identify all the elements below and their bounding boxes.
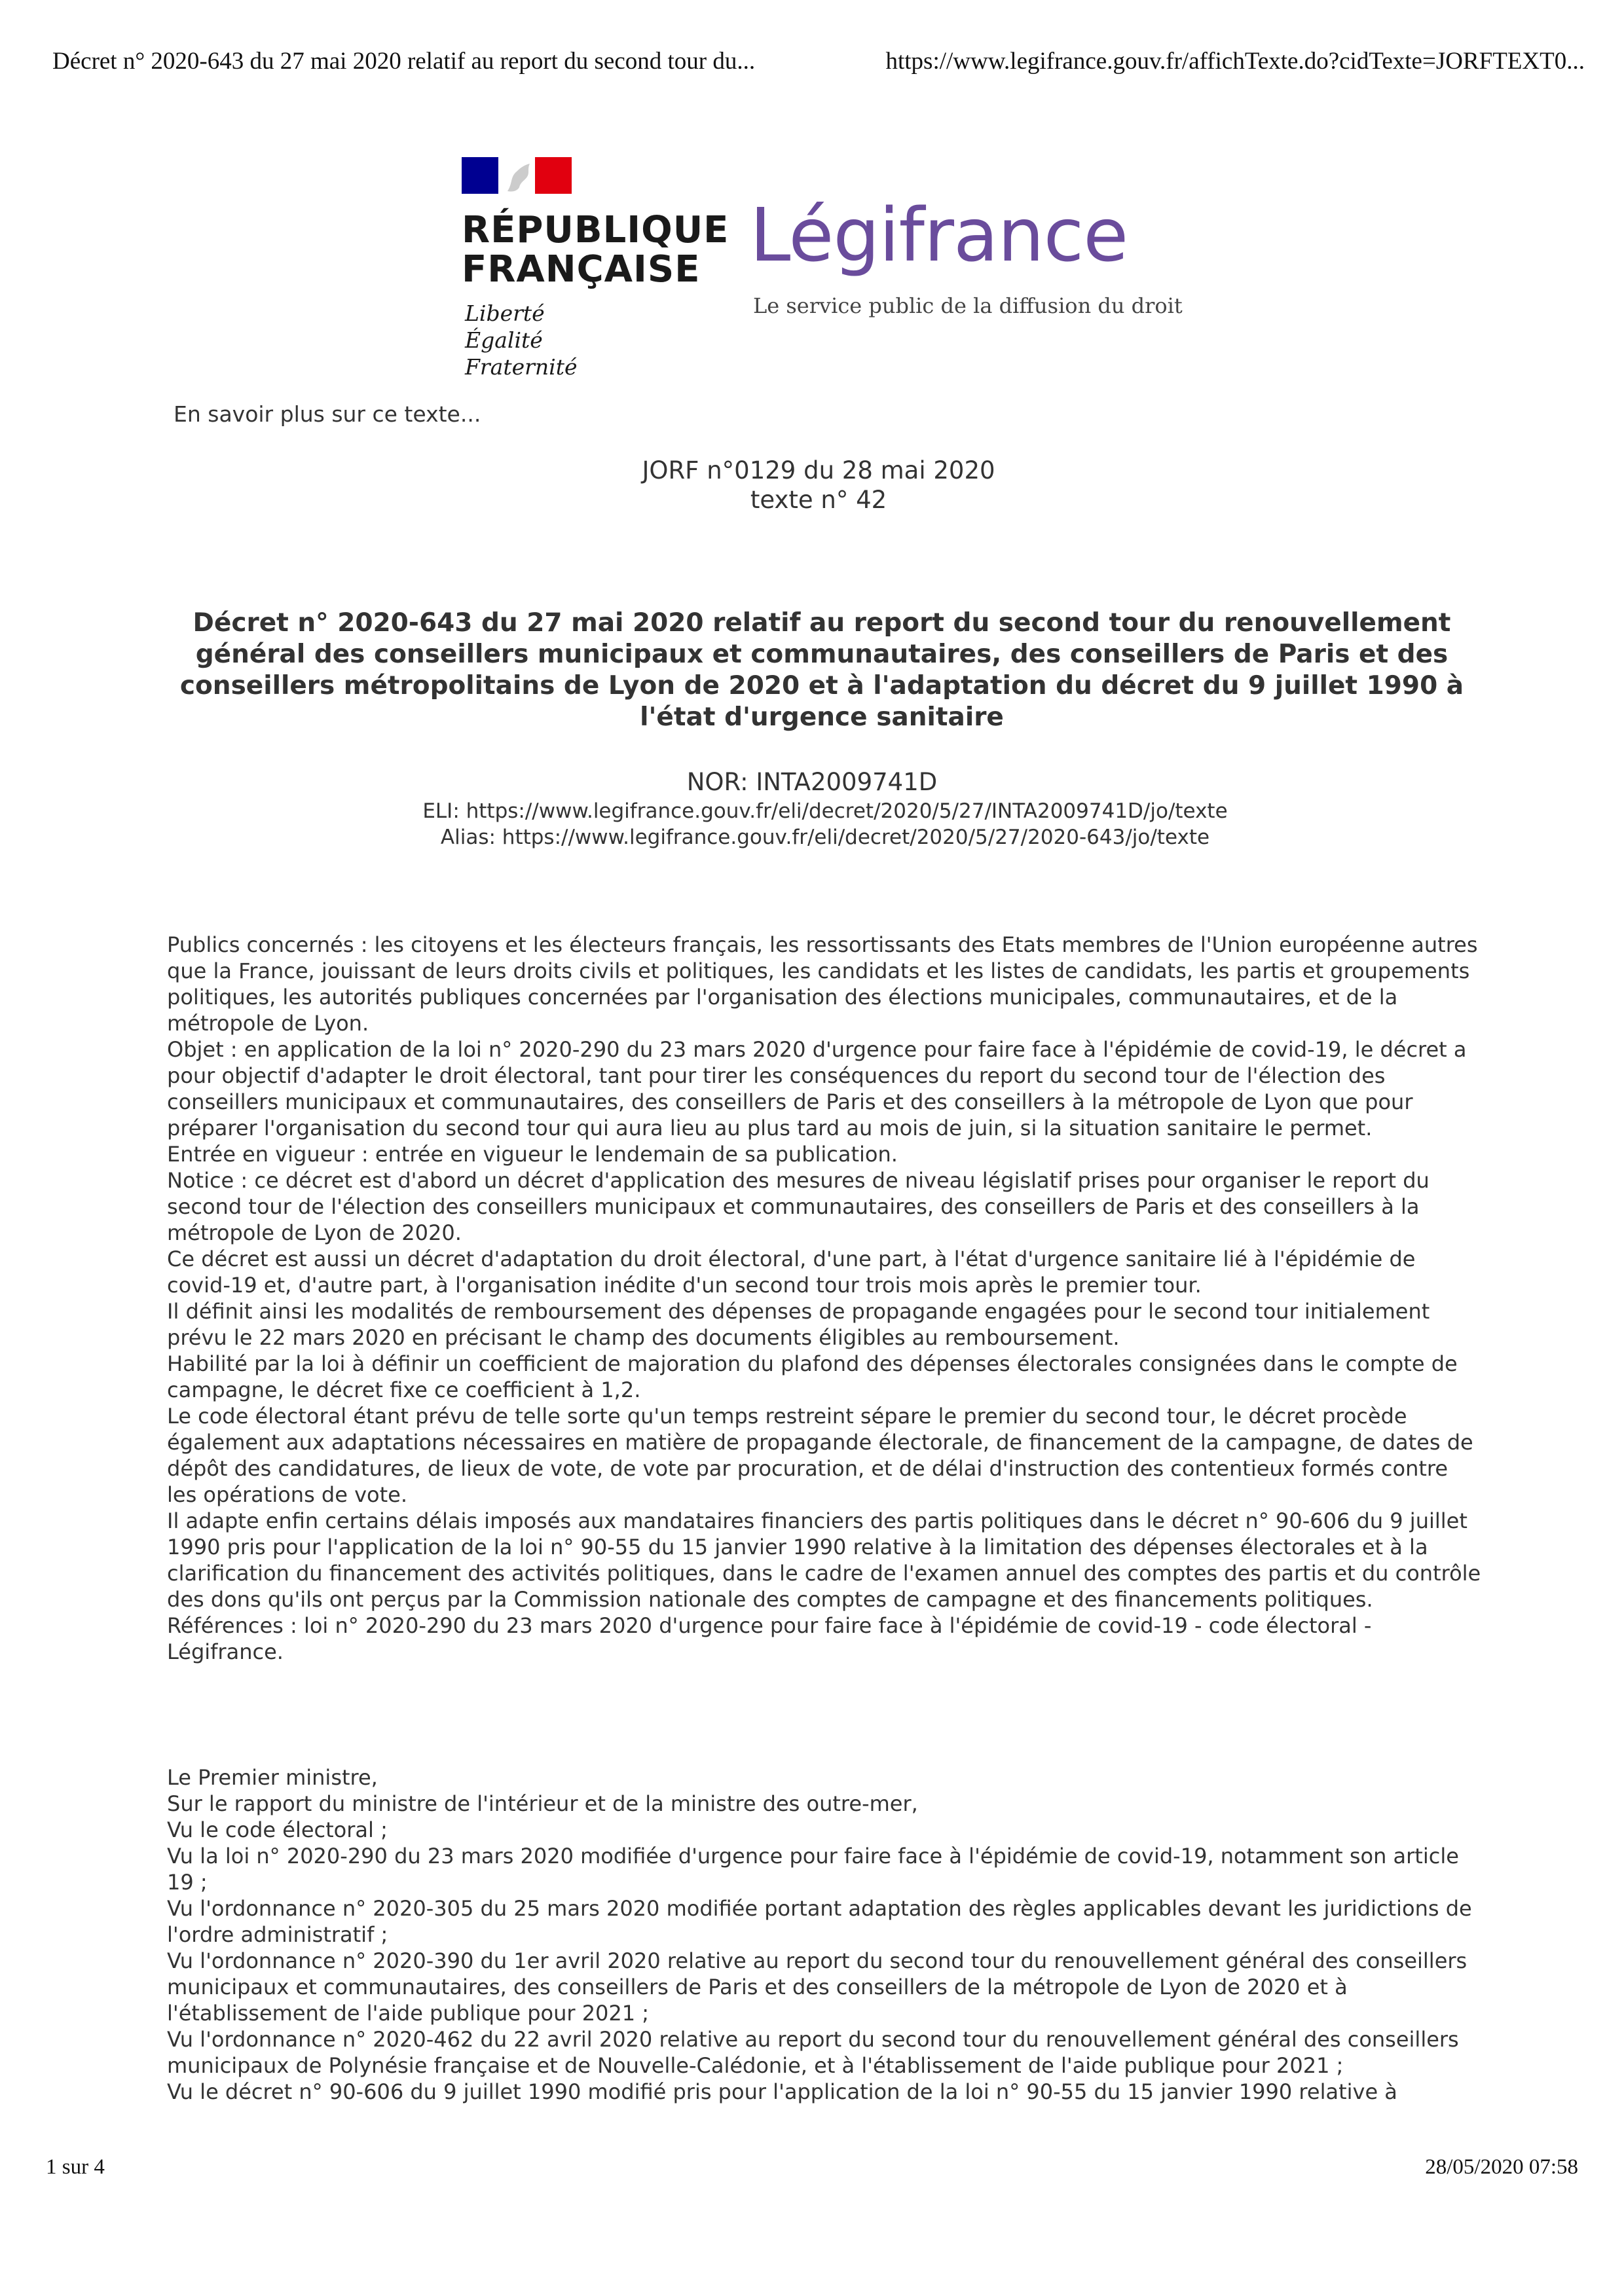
en-savoir-plus-link[interactable]: En savoir plus sur ce texte... — [174, 401, 481, 427]
notice-section — [167, 932, 1483, 1665]
visa-line: Vu l'ordonnance n° 2020-462 du 22 avril 2020 relative au report du second tour du renouvellement général des conseillers municipaux de Polynésie française et de Nouvelle-Calédonie, et à l'établissement de l'aide publique pour 2021 ; — [167, 2027, 1459, 2078]
print-header-title: Décret n° 2020-643 du 27 mai 2020 relatif au report du second tour du... — [52, 48, 756, 75]
visa-line: Vu la loi n° 2020-290 du 23 mars 2020 modifiée d'urgence pour faire face à l'épidémie de covid-19, notamment son article 19 ; — [167, 1844, 1459, 1895]
nor-reference: NOR: INTA2009741D — [686, 768, 938, 796]
marianne-profile-icon — [501, 157, 540, 194]
notice-paragraph: Ce décret est aussi un décret d'adaptation du droit électoral, d'une part, à l'état d'urgence sanitaire lié à l'épidémie de covid-19 et, d'autre part, à l'organisation inédite d'un second tour trois mois après le premier tour. — [167, 1247, 1416, 1298]
notice-paragraph: Il adapte enfin certains délais imposés aux mandataires financiers des partis politiques dans le décret n° 90-606 du 9 juillet 1990 pris pour l'application de la loi n° 90-55 du 15 janvier 1990 relative à la limitation des dépenses électorales et à la clarification du financement des activités politiques, dans le cadre de l'examen annuel des comptes des partis et du contrôle des dons qu'ils ont perçus par la Commission nationale des comptes de campagne et des financements politiques. — [167, 1508, 1481, 1612]
notice-paragraph: Le code électoral étant prévu de telle sorte qu'un temps restreint sépare le premier du second tour, le décret procède également aux adaptations nécessaires en matière de propagande électorale, de financement de la campagne, de dates de dépôt des candidatures, de lieux de vote, de vote par procuration, et de délai d'instruction des contentieux formés contre les opérations de vote. — [167, 1404, 1473, 1507]
visa-line: Vu l'ordonnance n° 2020-305 du 25 mars 2020 modifiée portant adaptation des règles applicables devant les juridictions de l'ordre administratif ; — [167, 1896, 1472, 1947]
page-number: 1 sur 4 — [46, 2155, 105, 2179]
print-header-url[interactable]: https://www.legifrance.gouv.fr/affichTexte.do?cidTexte=JORFTEXT0... — [885, 48, 1585, 75]
visa-line: Sur le rapport du ministre de l'intérieur et de la ministre des outre-mer, — [167, 1791, 918, 1816]
alias-link[interactable]: Alias: https://www.legifrance.gouv.fr/eli/decret/2020/5/27/2020-643/jo/texte — [440, 826, 1210, 849]
eli-link[interactable]: ELI: https://www.legifrance.gouv.fr/eli/decret/2020/5/27/INTA2009741D/jo/texte — [422, 799, 1228, 823]
notice-paragraph: Notice : ce décret est d'abord un décret d'application des mesures de niveau législatif prises pour organiser le report du second tour de l'élection des conseillers municipaux et communautaires, des conseillers de Paris et des conseillers à la métropole de Lyon de 2020. — [167, 1168, 1430, 1245]
visas-section — [167, 1764, 1483, 2105]
republique-francaise-name: RÉPUBLIQUE FRANÇAISE — [462, 209, 729, 291]
visa-line: Le Premier ministre, — [167, 1765, 378, 1790]
jorf-number: JORF n°0129 du 28 mai 2020 — [642, 456, 995, 484]
visa-line: Vu l'ordonnance n° 2020-390 du 1er avril 2020 relative au report du second tour du renouvellement général des conseillers municipaux et communautaires, des conseillers de Paris et des conseillers de la métropole de Lyon de 2020 et à l'établissement de l'aide publique pour 2021 ; — [167, 1948, 1467, 2026]
republique-francaise-logo — [462, 157, 737, 393]
notice-paragraph: Entrée en vigueur : entrée en vigueur le lendemain de sa publication. — [167, 1142, 898, 1167]
visa-line: Vu le décret n° 90-606 du 9 juillet 1990 modifié pris pour l'application de la loi n° 90-55 du 15 janvier 1990 relative à — [167, 2079, 1397, 2104]
jorf-text-number: texte n° 42 — [750, 486, 887, 514]
print-header — [52, 47, 1585, 86]
notice-paragraph: Habilité par la loi à définir un coefficient de majoration du plafond des dépenses électorales consignées dans le compte de campagne, le décret fixe ce coefficient à 1,2. — [167, 1351, 1458, 1402]
notice-paragraph: Publics concernés : les citoyens et les électeurs français, les ressortissants des Etats membres de l'Union européenne autres que la France, jouissant de leurs droits civils et politiques, les candidats et les listes de candidats, les partis et groupements politiques, les autorités publiques concernées par l'organisation des élections municipales, communautaires, et de la métropole de Lyon. — [167, 932, 1478, 1036]
visa-line: Vu le code électoral ; — [167, 1817, 388, 1842]
republique-motto: Liberté Égalité Fraternité — [465, 301, 578, 380]
notice-paragraph: Objet : en application de la loi n° 2020-290 du 23 mars 2020 d'urgence pour faire face à l'épidémie de covid-19, le décret a pour objectif d'adapter le droit électoral, tant pour tirer les conséquences du report du second tour de l'élection des conseillers municipaux et communautaires, des conseillers de Paris et des conseillers à la métropole de Lyon que pour préparer l'organisation du second tour qui aura lieu au plus tard au mois de juin, si la situation sanitaire le permet. — [167, 1037, 1467, 1140]
print-datetime: 28/05/2020 07:58 — [1425, 2155, 1578, 2179]
decree-title: Décret n° 2020-643 du 27 mai 2020 relatif au report du second tour du renouvellement général des conseillers municipaux et communautaires, des conseillers de Paris et des conseillers métropolitains de Lyon de 2020 et à l'adaptation du décret du 9 juillet 1990 à l'état d'urgence sanitaire — [179, 608, 1464, 732]
notice-paragraph: Il définit ainsi les modalités de remboursement des dépenses de propagande engagées pour le second tour initialement prévu le 22 mars 2020 en précisant le champ des documents éligibles au remboursement. — [167, 1299, 1430, 1350]
legifrance-logo[interactable]: Légifrance — [750, 193, 1128, 278]
notice-paragraph: Références : loi n° 2020-290 du 23 mars 2020 d'urgence pour faire face à l'épidémie de covid-19 - code électoral - Légifrance. — [167, 1613, 1372, 1664]
legifrance-tagline: Le service public de la diffusion du droit — [753, 293, 1183, 318]
